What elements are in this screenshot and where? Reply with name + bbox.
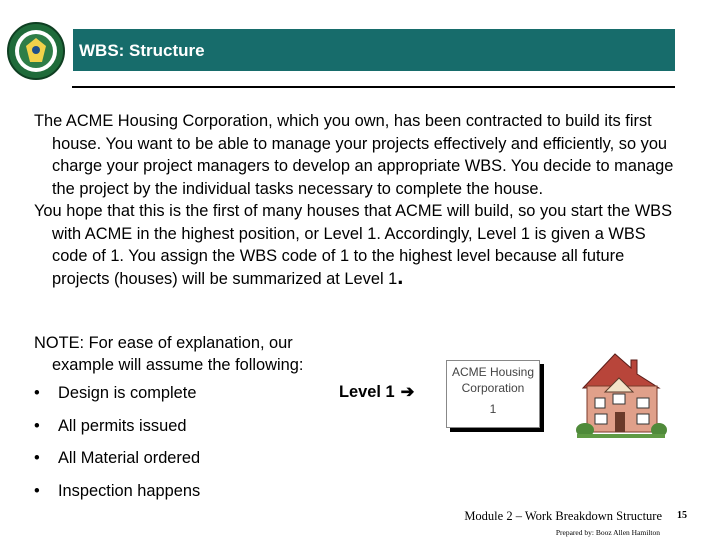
list-item bbox=[34, 449, 200, 482]
page-title: WBS: Structure bbox=[79, 41, 205, 60]
list-item-label: All Material ordered bbox=[58, 449, 201, 467]
department-seal-logo bbox=[7, 22, 65, 80]
note-text: NOTE: For ease of explanation, our example will assume the following: bbox=[34, 334, 304, 374]
bullet-icon: • bbox=[34, 416, 40, 435]
house-clipart-icon bbox=[575, 348, 667, 440]
paragraph-2-text: You hope that this is the first of many houses that ACME will build, so you start the WBS with ACME in the highest position, or Level 1. Accordingly, Level 1 is given a WBS code of 1. You assign the WBS code of 1 to the highest level because all future projects (houses) will be summarized at Level 1 bbox=[34, 202, 673, 288]
list-item bbox=[34, 417, 200, 450]
wbs-box-code: 1 bbox=[489, 402, 497, 416]
bullet-icon: • bbox=[34, 481, 40, 500]
assumptions-list bbox=[34, 384, 200, 514]
level-label-text: Level 1 bbox=[339, 383, 395, 401]
footer-prepared-by: Prepared by: Booz Allen Hamilton bbox=[555, 528, 660, 537]
arrow-right-icon: ➔ bbox=[400, 383, 415, 401]
level-1-label bbox=[339, 382, 414, 402]
paragraph-1: The ACME Housing Corporation, which you own, has been contracted to build its first house. You want to be able to manage your projects effectively and efficiently, so you charge your project managers to develop an appropriate WBS. You decide to manage the project by the individual tasks necessary to complete the house. bbox=[34, 112, 674, 198]
body-text bbox=[34, 110, 684, 290]
list-item-label: Inspection happens bbox=[58, 481, 201, 500]
footer-module-title: Module 2 – Work Breakdown Structure bbox=[464, 509, 662, 523]
list-item bbox=[34, 482, 200, 515]
title-divider bbox=[72, 86, 675, 88]
bullet-icon: • bbox=[34, 449, 40, 467]
list-item bbox=[34, 384, 200, 417]
paragraph-2 bbox=[34, 200, 684, 290]
list-item-label: All permits issued bbox=[58, 416, 187, 435]
wbs-box-name: ACME Housing Corporation bbox=[451, 365, 535, 395]
paragraph-2-end: . bbox=[397, 263, 404, 289]
bullet-icon: • bbox=[34, 384, 40, 402]
wbs-level-1-box bbox=[446, 360, 540, 428]
page-number: 15 bbox=[677, 510, 687, 521]
list-item-label: Design is complete bbox=[58, 384, 197, 402]
